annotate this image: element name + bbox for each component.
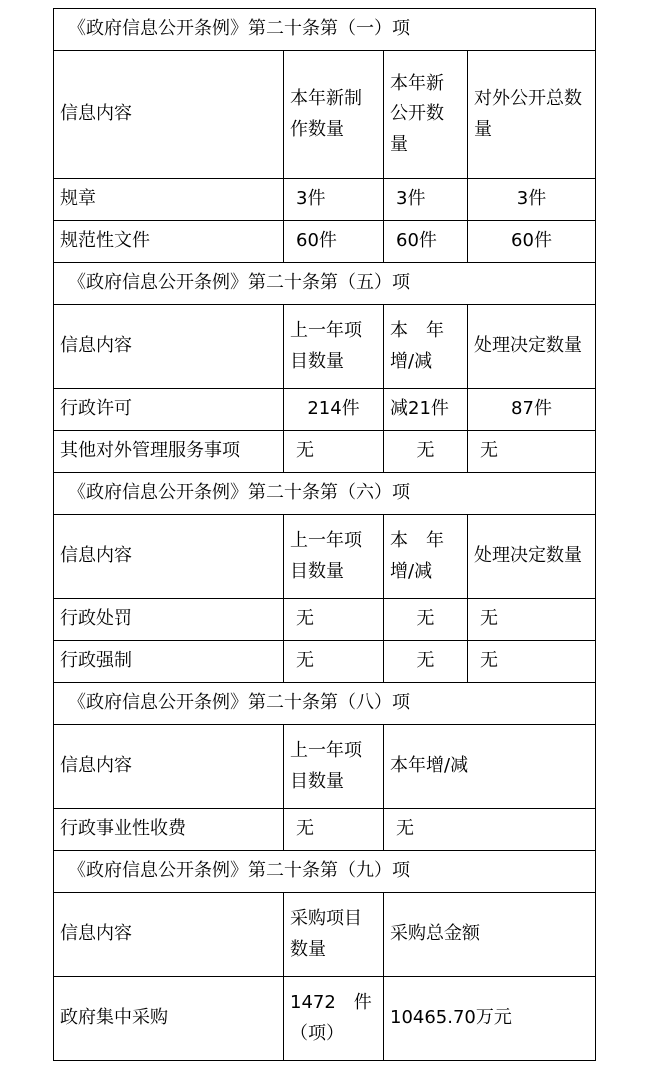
table-row xyxy=(54,431,596,473)
header-cell: 信息内容 xyxy=(54,51,284,179)
header-cell: 本年新公开数量 xyxy=(384,51,468,179)
value-cell: 87件 xyxy=(468,389,596,431)
table-row xyxy=(54,809,596,851)
section-title-row xyxy=(54,473,596,515)
table-row xyxy=(54,389,596,431)
header-cell: 上一年项目数量 xyxy=(284,515,384,599)
header-row xyxy=(54,51,596,179)
value-cell: 无 xyxy=(384,431,468,473)
value-cell: 1472 件（项） xyxy=(284,977,384,1061)
value-cell: 无 xyxy=(284,809,384,851)
header-cell: 处理决定数量 xyxy=(468,515,596,599)
section-title: 《政府信息公开条例》第二十条第（五）项 xyxy=(54,263,596,305)
value-cell: 无 xyxy=(468,599,596,641)
row-label: 规范性文件 xyxy=(54,221,284,263)
value-cell: 无 xyxy=(384,641,468,683)
table-row xyxy=(54,977,596,1061)
row-label: 行政强制 xyxy=(54,641,284,683)
row-label: 行政事业性收费 xyxy=(54,809,284,851)
value-cell: 无 xyxy=(468,431,596,473)
row-label: 其他对外管理服务事项 xyxy=(54,431,284,473)
header-cell: 本年增/减 xyxy=(384,725,596,809)
row-label: 规章 xyxy=(54,179,284,221)
header-cell: 信息内容 xyxy=(54,515,284,599)
section-title-row xyxy=(54,263,596,305)
value-cell: 60件 xyxy=(468,221,596,263)
header-cell: 信息内容 xyxy=(54,893,284,977)
header-row xyxy=(54,893,596,977)
header-cell: 对外公开总数量 xyxy=(468,51,596,179)
header-cell: 本 年增/减 xyxy=(384,305,468,389)
table-row xyxy=(54,599,596,641)
section-title: 《政府信息公开条例》第二十条第（六）项 xyxy=(54,473,596,515)
table-row xyxy=(54,179,596,221)
gov-info-disclosure-table xyxy=(53,8,596,1061)
value-cell: 60件 xyxy=(284,221,384,263)
header-cell: 处理决定数量 xyxy=(468,305,596,389)
header-cell: 上一年项目数量 xyxy=(284,725,384,809)
value-cell: 减21件 xyxy=(384,389,468,431)
row-label: 行政处罚 xyxy=(54,599,284,641)
section-title-row xyxy=(54,851,596,893)
row-label: 政府集中采购 xyxy=(54,977,284,1061)
row-label: 行政许可 xyxy=(54,389,284,431)
header-cell: 采购总金额 xyxy=(384,893,596,977)
value-cell: 3件 xyxy=(468,179,596,221)
value-cell: 无 xyxy=(284,431,384,473)
header-cell: 本年新制作数量 xyxy=(284,51,384,179)
header-row xyxy=(54,725,596,809)
value-cell: 214件 xyxy=(284,389,384,431)
value-cell: 无 xyxy=(384,809,596,851)
table-row xyxy=(54,641,596,683)
section-title-row xyxy=(54,9,596,51)
header-cell: 信息内容 xyxy=(54,725,284,809)
value-cell: 3件 xyxy=(384,179,468,221)
header-cell: 采购项目数量 xyxy=(284,893,384,977)
value-cell: 无 xyxy=(284,599,384,641)
value-cell: 10465.70万元 xyxy=(384,977,596,1061)
section-title: 《政府信息公开条例》第二十条第（一）项 xyxy=(54,9,596,51)
value-cell: 无 xyxy=(384,599,468,641)
section-title: 《政府信息公开条例》第二十条第（八）项 xyxy=(54,683,596,725)
value-cell: 60件 xyxy=(384,221,468,263)
value-cell: 无 xyxy=(284,641,384,683)
value-cell: 无 xyxy=(468,641,596,683)
header-cell: 本 年增/减 xyxy=(384,515,468,599)
header-row xyxy=(54,515,596,599)
table-row xyxy=(54,221,596,263)
section-title-row xyxy=(54,683,596,725)
header-cell: 上一年项目数量 xyxy=(284,305,384,389)
section-title: 《政府信息公开条例》第二十条第（九）项 xyxy=(54,851,596,893)
header-cell: 信息内容 xyxy=(54,305,284,389)
header-row xyxy=(54,305,596,389)
value-cell: 3件 xyxy=(284,179,384,221)
